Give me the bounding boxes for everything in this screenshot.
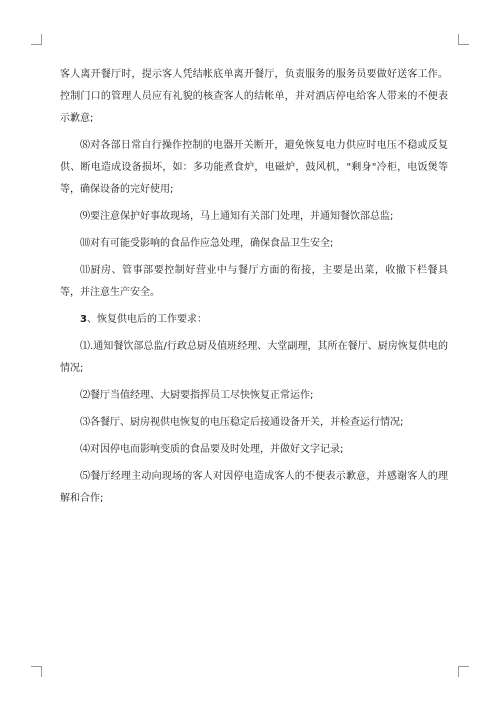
list-item-1: ⑴.通知餐饮部总监/行政总厨及值班经理、大堂副理，其所在餐厅、厨房恢复供电的情况; [60, 341, 448, 374]
list-item-5: ⑸餐厅经理主动向现场的客人对因停电造成客人的不便表示歉意，并感谢客人的理解和合作; [60, 471, 448, 504]
list-item-9: ⑼要注意保护好事故现场，马上通知有关部门处理，并通知餐饮部总监; [80, 211, 394, 222]
list-item-8: ⑻对各部日常自行操作控制的电器开关断开，避免恢复电力供应时电压不稳或反复供、断电造成设备损坏，如：多功能煮食炉，电磁炉，鼓风机，"剩身"冷柜，电饭煲等等，确保设备的完好使用; [60, 140, 448, 195]
list-item-2: ⑵餐厅当值经理、大厨要指挥员工尽快恢复正常运作; [80, 390, 314, 401]
crop-mark-top-right [458, 34, 469, 45]
section-heading [60, 309, 448, 331]
crop-mark-bottom-right [458, 666, 469, 677]
section-title: 、恢复供电后的工作要求： [86, 314, 207, 325]
list-item-11: ⑾厨房、管事部要控制好营业中与餐厅方面的衔接，主要是出菜，收撤下栏餐具等，并注意生产安全。 [60, 265, 448, 298]
section-number: 3 [80, 314, 87, 325]
list-item-3: ⑶各餐厅、厨房视供电恢复的电压稳定后接通设备开关，并检查运行情况; [80, 417, 404, 428]
list-item-10: ⑽对有可能受影响的食品作应急处理，确保食品卫生安全; [80, 238, 334, 249]
document-body [60, 64, 448, 515]
list-item-4: ⑷对因停电而影响变质的食品要及时处理，并做好文字记录; [80, 444, 344, 455]
crop-mark-bottom-left [31, 666, 42, 677]
paragraph-guest-departure: 客人离开餐厅时，提示客人凭结帐底单离开餐厅，负责服务的服务员要做好送客工作。控制门口的管理人员应有礼貌的核查客人的结帐单，并对酒店停电给客人带来的不便表示歉意; [60, 69, 448, 124]
crop-mark-top-left [31, 34, 42, 45]
